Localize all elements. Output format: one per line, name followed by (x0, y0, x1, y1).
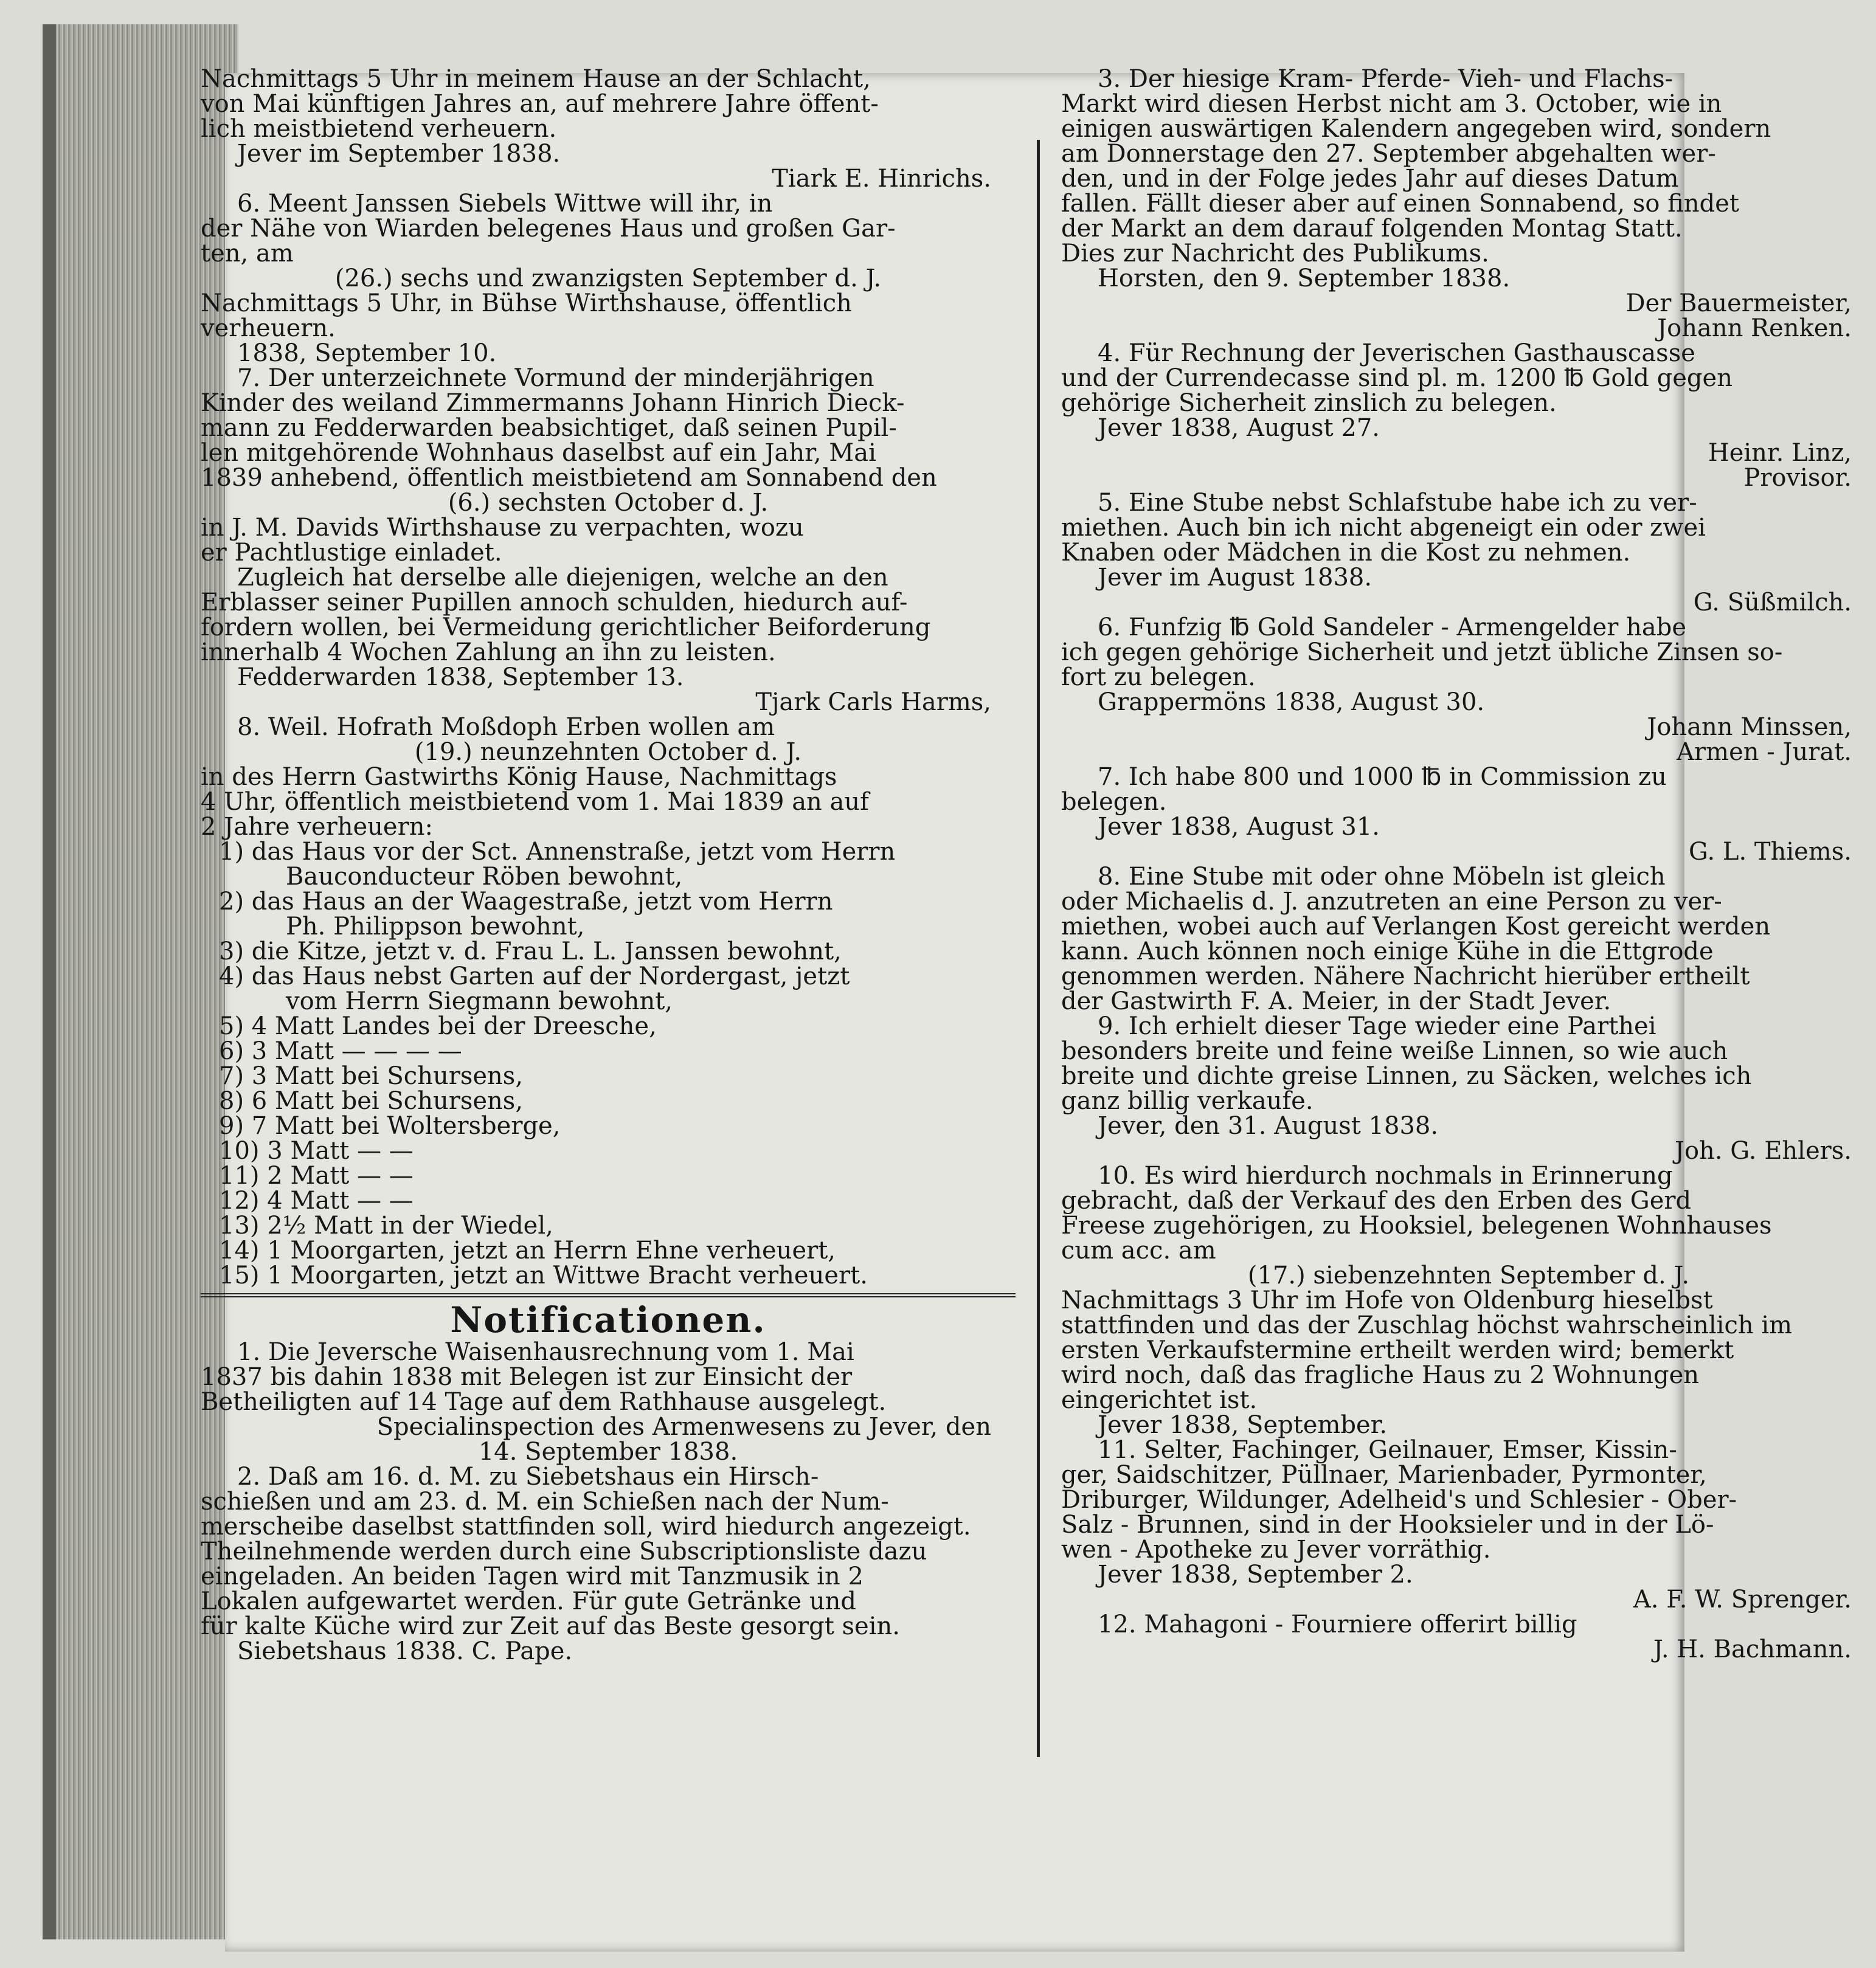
text-line: merscheibe daselbst stattfinden soll, wird hiedurch angezeigt. (201, 1513, 971, 1541)
text-line: fort zu belegen. (1061, 663, 1256, 691)
notice-signature: Der Bauermeister, (1625, 289, 1852, 317)
notice-date: Jever, den 31. August 1838. (1098, 1112, 1439, 1140)
text-line: der Markt an dem darauf folgenden Montag Statt. (1061, 215, 1683, 243)
auction-date: (19.) neunzehnten October d. J. (414, 738, 802, 766)
notice-date: Horsten, den 9. September 1838. (1098, 264, 1511, 292)
text-line: ten, am (201, 240, 294, 268)
notice-signature: Provisor. (1743, 464, 1852, 492)
text-line: am Donnerstage den 27. September abgehalten wer- (1061, 140, 1716, 168)
list-item: 9) 7 Matt bei Woltersberge, (219, 1112, 561, 1140)
text-line: 6. Funfzig ℔ Gold Sandeler - Armengelder habe (1098, 613, 1686, 641)
text-line: 8. Weil. Hofrath Moßdoph Erben wollen am (237, 713, 775, 741)
notice-signature: Armen - Jurat. (1677, 738, 1852, 766)
list-item: 1) das Haus vor der Sct. Annenstraße, jetzt vom Herrn (219, 838, 896, 866)
text-line: Dies zur Nachricht des Publikums. (1061, 240, 1489, 268)
notice-signature: Tjark Carls Harms, (755, 688, 991, 716)
text-line: er Pachtlustige einladet. (201, 539, 502, 567)
notice-date: Jever im August 1838. (1098, 564, 1372, 592)
text-line: wird noch, daß das fragliche Haus zu 2 Wohnungen (1061, 1361, 1700, 1389)
text-line: ganz billig verkaufe. (1061, 1087, 1314, 1115)
notice-signature: Tiark E. Hinrichs. (772, 165, 991, 193)
text-line: 1. Die Jeversche Waisenhausrechnung vom 1. Mai (237, 1338, 854, 1366)
text-line: stattfinden und das der Zuschlag höchst wahrscheinlich im (1061, 1311, 1793, 1339)
text-line: fordern wollen, bei Vermeidung gerichtlicher Beiforderung (201, 613, 931, 641)
text-line: genommen werden. Nähere Nachricht hierüber ertheilt (1061, 962, 1750, 990)
notice-date: Jever 1838, September 2. (1098, 1561, 1413, 1589)
text-line: 4 Uhr, öffentlich meistbietend vom 1. Mai 1839 an auf (201, 788, 869, 816)
property-list (201, 840, 1016, 1288)
text-line: Knaben oder Mädchen in die Kost zu nehmen. (1061, 539, 1631, 567)
list-item: Bauconducteur Röben bewohnt, (286, 863, 683, 891)
list-item: 10) 3 Matt — — (219, 1137, 414, 1165)
text-line: 11. Selter, Fachinger, Geilnauer, Emser, Kissin- (1098, 1436, 1677, 1464)
list-item: 6) 3 Matt — — — — (219, 1037, 462, 1065)
text-line: kann. Auch können noch einige Kühe in die Ettgrode (1061, 937, 1714, 965)
text-line: 5. Eine Stube nebst Schlafstube habe ich zu ver- (1098, 489, 1697, 517)
section-heading: Notificationen. (450, 1299, 766, 1341)
text-line: 10. Es wird hierdurch nochmals in Erinnerung (1098, 1162, 1673, 1190)
notice-signature: Specialinspection des Armenwesens zu Jever, den (376, 1413, 991, 1441)
text-line: 4. Für Rechnung der Jeverischen Gasthauscasse (1098, 339, 1695, 367)
text-line: den, und in der Folge jedes Jahr auf dieses Datum (1061, 165, 1679, 193)
left-column (201, 67, 1016, 1664)
text-line: gebracht, daß der Verkauf des den Erben des Gerd (1061, 1187, 1692, 1215)
text-line: 3. Der hiesige Kram- Pferde- Vieh- und Flachs- (1098, 65, 1674, 93)
list-item: 8) 6 Matt bei Schursens, (219, 1087, 524, 1115)
text-line: 2 Jahre verheuern: (201, 813, 433, 841)
text-line: ger, Saidschitzer, Püllnaer, Marienbader, Pyrmonter, (1061, 1461, 1707, 1489)
text-line: 7. Der unterzeichnete Vormund der minderjährigen (237, 364, 874, 392)
text-line: Erblasser seiner Pupillen annoch schulden, hiedurch auf- (201, 589, 908, 616)
text-line: Betheiligten auf 14 Tage auf dem Rathhause ausgelegt. (201, 1388, 887, 1416)
list-item: 5) 4 Matt Landes bei der Dreesche, (219, 1012, 657, 1040)
text-line: einigen auswärtigen Kalendern angegeben wird, sondern (1061, 115, 1771, 143)
text-line: Lokalen aufgewartet werden. Für gute Getränke und (201, 1587, 856, 1615)
list-item: 7) 3 Matt bei Schursens, (219, 1062, 524, 1090)
auction-date: (6.) sechsten October d. J. (448, 489, 769, 517)
text-line: ersten Verkaufstermine ertheilt werden wird; bemerkt (1061, 1336, 1734, 1364)
text-line: Kinder des weiland Zimmermanns Johann Hinrich Dieck- (201, 389, 905, 417)
column-divider (1037, 140, 1040, 1757)
text-line: schießen und am 23. d. M. ein Schießen nach der Num- (201, 1488, 889, 1516)
notice-signature: Joh. G. Ehlers. (1674, 1137, 1852, 1165)
list-item: 3) die Kitze, jetzt v. d. Frau L. L. Janssen bewohnt, (219, 937, 842, 965)
auction-date: (17.) siebenzehnten September d. J. (1247, 1262, 1690, 1290)
notice-date: 1838, September 10. (237, 339, 497, 367)
text-line: für kalte Küche wird zur Zeit auf das Beste gesorgt sein. (201, 1612, 900, 1640)
notice-date: 14. September 1838. (478, 1438, 738, 1466)
text-line: besonders breite und feine weiße Linnen, so wie auch (1061, 1037, 1728, 1065)
notice-signature: Heinr. Linz, (1708, 439, 1852, 467)
text-line: lich meistbietend verheuern. (201, 115, 557, 143)
notice-date: Fedderwarden 1838, September 13. (237, 663, 684, 691)
section-rule (201, 1293, 1016, 1297)
notice-date: Jever 1838, August 31. (1098, 813, 1380, 841)
text-line: in J. M. Davids Wirthshause zu verpachten, wozu (201, 514, 804, 542)
text-line: 1837 bis dahin 1838 mit Belegen ist zur Einsicht der (201, 1363, 853, 1391)
list-item: Ph. Philippson bewohnt, (286, 913, 585, 941)
list-item: 12) 4 Matt — — (219, 1187, 414, 1215)
notice-signature: G. L. Thiems. (1688, 838, 1852, 866)
text-line: Zugleich hat derselbe alle diejenigen, welche an den (237, 564, 888, 592)
list-item: 11) 2 Matt — — (219, 1162, 414, 1190)
text-line: gehörige Sicherheit zinslich zu belegen. (1061, 389, 1557, 417)
text-line: 8. Eine Stube mit oder ohne Möbeln ist gleich (1098, 863, 1666, 891)
text-line: 6. Meent Janssen Siebels Wittwe will ihr, in (237, 190, 773, 218)
text-line: Markt wird diesen Herbst nicht am 3. October, wie in (1061, 90, 1722, 118)
notice-date: Jever 1838, September. (1098, 1411, 1388, 1439)
text-line: cum acc. am (1061, 1237, 1216, 1265)
notice-signature: A. F. W. Sprenger. (1633, 1586, 1852, 1614)
right-column (1061, 67, 1876, 1662)
text-line: oder Michaelis d. J. anzutreten an eine Person zu ver- (1061, 888, 1722, 916)
text-line: ich gegen gehörige Sicherheit und jetzt übliche Zinsen so- (1061, 638, 1783, 666)
text-line: innerhalb 4 Wochen Zahlung an ihn zu leisten. (201, 638, 776, 666)
text-line: Freese zugehörigen, zu Hooksiel, belegenen Wohnhauses (1061, 1212, 1772, 1240)
text-line: Nachmittags 3 Uhr im Hofe von Oldenburg hieselbst (1061, 1286, 1713, 1314)
text-line: wen - Apotheke zu Jever vorräthig. (1061, 1536, 1491, 1564)
notice-date: Jever 1838, August 27. (1098, 414, 1380, 442)
text-line: eingerichtet ist. (1061, 1386, 1258, 1414)
list-item: 14) 1 Moorgarten, jetzt an Herrn Ehne verheuert, (219, 1237, 836, 1265)
text-line: 12. Mahagoni - Fourniere offerirt billig (1098, 1611, 1577, 1638)
text-line: verheuern. (201, 314, 336, 342)
notice-signature: Johann Minssen, (1647, 713, 1852, 741)
auction-date: (26.) sechs und zwanzigsten September d. J. (334, 264, 882, 292)
text-line: fallen. Fällt dieser aber auf einen Sonnabend, so findet (1061, 190, 1739, 218)
text-line: der Nähe von Wiarden belegenes Haus und großen Gar- (201, 215, 896, 243)
notice-date: Grappermöns 1838, August 30. (1098, 688, 1485, 716)
notice-signature: J. H. Bachmann. (1653, 1635, 1852, 1663)
list-item: 13) 2½ Matt in der Wiedel, (219, 1212, 553, 1240)
text-line: Theilnehmende werden durch eine Subscriptionsliste dazu (201, 1538, 927, 1566)
text-line: Salz - Brunnen, sind in der Hooksieler und in der Lö- (1061, 1511, 1714, 1539)
list-item: 15) 1 Moorgarten, jetzt an Wittwe Bracht verheuert. (219, 1262, 868, 1290)
text-line: Nachmittags 5 Uhr, in Bühse Wirthshause, öffentlich (201, 289, 852, 317)
text-line: Nachmittags 5 Uhr in meinem Hause an der Schlacht, (201, 65, 871, 93)
text-line: 7. Ich habe 800 und 1000 ℔ in Commission zu (1098, 763, 1667, 791)
text-line: miethen. Auch bin ich nicht abgeneigt ein oder zwei (1061, 514, 1706, 542)
list-item: 4) das Haus nebst Garten auf der Nordergast, jetzt (219, 962, 850, 990)
text-line: belegen. (1061, 788, 1167, 816)
text-line: miethen, wobei auch auf Verlangen Kost gereicht werden (1061, 913, 1771, 941)
notice-signature: G. Süßmilch. (1693, 589, 1852, 616)
text-line: breite und dichte greise Linnen, zu Säcken, welches ich (1061, 1062, 1752, 1090)
notice-signature: Johann Renken. (1657, 314, 1852, 342)
list-item: vom Herrn Siegmann bewohnt, (286, 987, 673, 1015)
text-line: in des Herrn Gastwirths König Hause, Nachmittags (201, 763, 837, 791)
text-line: len mitgehörende Wohnhaus daselbst auf ein Jahr, Mai (201, 439, 876, 467)
text-line: der Gastwirth F. A. Meier, in der Stadt Jever. (1061, 987, 1611, 1015)
text-line: 9. Ich erhielt dieser Tage wieder eine Parthei (1098, 1012, 1656, 1040)
text-line: eingeladen. An beiden Tagen wird mit Tanzmusik in 2 (201, 1562, 864, 1590)
text-line: von Mai künftigen Jahres an, auf mehrere Jahre öffent- (201, 90, 879, 118)
text-line: und der Currendecasse sind pl. m. 1200 ℔ Gold gegen (1061, 364, 1732, 392)
notice-date: Jever im September 1838. (237, 140, 561, 168)
text-line: mann zu Fedderwarden beabsichtiget, daß seinen Pupil- (201, 414, 897, 442)
text-line: 2. Daß am 16. d. M. zu Siebetshaus ein Hirsch- (237, 1463, 819, 1491)
text-line: Driburger, Wildunger, Adelheid's und Schlesier - Ober- (1061, 1486, 1737, 1514)
notice-signature: Siebetshaus 1838. C. Pape. (237, 1637, 573, 1665)
list-item: 2) das Haus an der Waagestraße, jetzt vom Herrn (219, 888, 833, 916)
text-line: 1839 anhebend, öffentlich meistbietend am Sonnabend den (201, 464, 937, 492)
